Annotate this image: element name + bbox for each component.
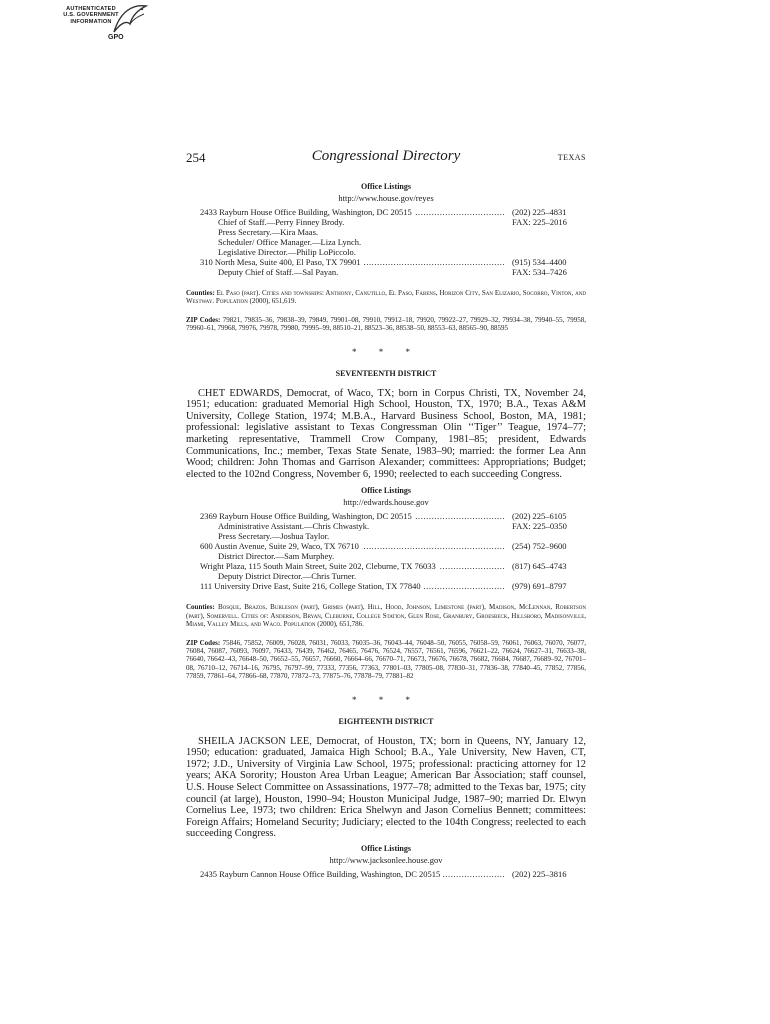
page-header bbox=[186, 150, 586, 170]
office-address bbox=[200, 869, 504, 879]
seal-line-3: INFORMATION bbox=[70, 18, 112, 25]
phone-number: (817) 645–4743 bbox=[512, 561, 567, 572]
row-text: Wright Plaza, 115 South Main Street, Suite 202, Cleburne, TX 76033 bbox=[200, 561, 439, 571]
zip-codes-paragraph bbox=[186, 639, 586, 681]
district-heading: SEVENTEENTH DISTRICT bbox=[335, 368, 437, 378]
office-row bbox=[200, 207, 586, 217]
phone-number bbox=[504, 551, 586, 561]
office-url: http://www.house.gov/reyes bbox=[338, 193, 434, 203]
office-row bbox=[200, 237, 586, 247]
counties-label: Counties: bbox=[186, 289, 215, 297]
office-address bbox=[200, 257, 504, 267]
counties-text: Bosque, Brazos, Burleson (part), Grimes (part), Hill, Hood, Johnson, Limestone (part), Madison, McLennan, Robertson (part), Somervell. Cities of: Anderson, Bryan, Cleburne, College Station, Glen Rose, Granbury, Groesbeck, Hillsboro, Madisonville, Miami, Valley Mills, and Waco. Population (2000), 651,786. bbox=[186, 603, 587, 629]
staff-entry bbox=[200, 521, 504, 531]
phone-number: (915) 534–4400 bbox=[512, 257, 567, 267]
row-text: 310 North Mesa, Suite 400, El Paso, TX 79901 bbox=[200, 257, 364, 267]
seal-line-2: U.S. GOVERNMENT bbox=[63, 12, 119, 19]
office-listings-heading: Office Listings bbox=[361, 843, 411, 853]
office-url: http://www.jacksonlee.house.gov bbox=[329, 854, 443, 865]
office-address bbox=[200, 511, 504, 521]
office-row bbox=[200, 581, 586, 591]
row-text: Press Secretary.—Kira Maas. bbox=[218, 227, 321, 237]
phone-number: (254) 752–9600 bbox=[512, 541, 567, 552]
office-row bbox=[200, 561, 586, 571]
phone-number: (202) 225–6105 bbox=[512, 511, 567, 522]
office-row bbox=[200, 571, 586, 581]
office-row bbox=[200, 257, 586, 267]
office-url: http://edwards.house.gov bbox=[343, 497, 429, 508]
staff-entry bbox=[200, 237, 504, 247]
directory-page bbox=[186, 150, 586, 879]
office-row bbox=[200, 227, 586, 237]
section-divider: * * * bbox=[352, 346, 420, 357]
page-state: TEXAS bbox=[557, 153, 586, 162]
phone-number: FAX: 225–2016 bbox=[512, 217, 567, 227]
section-divider: * * * bbox=[352, 694, 420, 705]
phone-number bbox=[504, 531, 586, 541]
phone-number: FAX: 534–7426 bbox=[512, 267, 567, 277]
eagle-icon bbox=[110, 2, 150, 36]
phone-number bbox=[504, 247, 586, 257]
office-listings-heading: Office Listings bbox=[361, 486, 411, 496]
office-address bbox=[200, 541, 504, 551]
office-listing bbox=[200, 869, 586, 879]
seal-line-1: AUTHENTICATED bbox=[66, 6, 116, 12]
phone-number: (202) 225–4831 bbox=[512, 207, 567, 217]
office-listing bbox=[200, 511, 586, 591]
row-text: Press Secretary.—Joshua Taylor. bbox=[218, 531, 332, 541]
staff-entry bbox=[200, 267, 504, 277]
staff-entry bbox=[200, 227, 504, 237]
row-text: 600 Austin Avenue, Suite 29, Waco, TX 76710 bbox=[200, 541, 362, 551]
row-text: Deputy District Director.—Chris Turner. bbox=[218, 571, 359, 581]
phone-number bbox=[504, 227, 586, 237]
zip-text: 75846, 75852, 76009, 76028, 76031, 76033, 76035–36, 76043–44, 76048–50, 76055, 76058–59, 76061, 76063, 76070, 76077, 76084, 76087, 76093, 76097, 76433, 76439, 76462, 76465, 76476, 76524, 76557, 76561, 76596, 76621–22, 76624, 76627–31, 76633–38, 76640, 76642–43, 76648–50, 76652–55, 76657, 76660, 76664–66, 76670–71, 76673, 76676, 76678, 76682, 76684, 76687, 76689–92, 76701–08, 76710–12, 76714–16, 76795, 76797–99, 77333, 77356, 77363, 77801–03, 77805–08, 77830–31, 77836–38, 77840–45, 77852, 77856, 77859, 77861–64, 77866–68, 77870, 77872–73, 77875–76, 77878–79, 77881–82 bbox=[186, 638, 587, 681]
phone-number bbox=[504, 571, 586, 581]
row-text: District Director.—Sam Murphey. bbox=[218, 551, 337, 561]
office-row bbox=[200, 521, 586, 531]
phone-number: (202) 225–3816 bbox=[512, 868, 567, 879]
row-text: Administrative Assistant.—Chris Chwastyk. bbox=[218, 521, 372, 531]
phone-number: (979) 691–8797 bbox=[512, 581, 567, 592]
office-row bbox=[200, 541, 586, 551]
office-address bbox=[200, 561, 504, 571]
page-title: Congressional Directory bbox=[311, 148, 461, 164]
phone-number bbox=[504, 237, 586, 247]
phone-number: FAX: 225–0350 bbox=[512, 521, 567, 532]
row-text: 2433 Rayburn House Office Building, Washington, DC 20515 bbox=[200, 207, 415, 217]
row-text: 2435 Rayburn Cannon House Office Building, Washington, DC 20515 bbox=[200, 869, 443, 879]
row-text: 2369 Rayburn House Office Building, Washington, DC 20515 bbox=[200, 511, 415, 521]
gpo-authentication-seal bbox=[58, 6, 150, 46]
gpo-label: GPO bbox=[108, 34, 124, 41]
office-listing bbox=[200, 207, 586, 277]
row-text: Deputy Chief of Staff.—Sal Payan. bbox=[218, 267, 341, 277]
zip-text: 79821, 79835–36, 79838–39, 79849, 79901–08, 79910, 79912–18, 79920, 79922–27, 79929–32, 79934–38, 79940–55, 79958, 79960–61, 79968, 79976, 79978, 79980, 79995–99, 88510–21, 88523–36, 88538–50, 88553–63, 88565–90, 88595 bbox=[186, 315, 586, 333]
row-text: 111 University Drive East, Suite 216, College Station, TX 77840 bbox=[200, 581, 424, 591]
row-text: Scheduler/ Office Manager.—Liza Lynch. bbox=[218, 237, 364, 247]
row-text: Legislative Director.—Philip LoPiccolo. bbox=[218, 247, 359, 257]
zip-codes-paragraph bbox=[186, 316, 586, 333]
counties-label: Counties: bbox=[186, 603, 215, 612]
staff-entry bbox=[200, 531, 504, 541]
counties-paragraph bbox=[186, 289, 586, 306]
office-address bbox=[200, 581, 504, 591]
staff-entry bbox=[200, 217, 504, 227]
office-row bbox=[200, 217, 586, 227]
page-number: 254 bbox=[186, 150, 206, 165]
counties-text: El Paso (part). Cities and townships: Anthony, Canutillo, El Paso, Fabens, Horizon City, San Elizario, Socorro, Vinton, and Westway. Population (2000), 651,619. bbox=[186, 289, 587, 306]
zip-label: ZIP Codes: bbox=[186, 315, 221, 324]
staff-entry bbox=[200, 571, 504, 581]
office-row bbox=[200, 511, 586, 521]
staff-entry bbox=[200, 551, 504, 561]
office-row bbox=[200, 247, 586, 257]
office-row bbox=[200, 531, 586, 541]
staff-entry bbox=[200, 247, 504, 257]
office-row bbox=[200, 267, 586, 277]
office-row bbox=[200, 869, 586, 879]
member-biography: CHET EDWARDS, Democrat, of Waco, TX; born in Corpus Christi, TX, November 24, 1951; education: graduated Memorial High School, Houston, TX, 1970; B.A., Texas A&M University, College Station, 1974; M.B.A., Harvard Business School, Boston, MA, 1981; professional: legislative assistant to Texas Congressman Olin ‘‘Tiger’’ Teague, 1974–77; marketing representative, Trammell Crow Company, 1981–85; president, Edwards Communications, Inc.; member, Texas State Senate, 1983–90; married: the former Lea Ann Wood; children: John Thomas and Garrison Alexander; committees: Appropriations; Budget; elected to the 102nd Congress, November 6, 1990; reelected to each succeeding Congress. bbox=[186, 387, 586, 480]
zip-label: ZIP Codes: bbox=[186, 638, 221, 647]
member-biography: SHEILA JACKSON LEE, Democrat, of Houston, TX; born in Queens, NY, January 12, 1950; education: graduated, Jamaica High School; B.A., Yale University, New Haven, CT, 1972; J.D., University of Virginia Law School, 1975; professional: practicing attorney for 12 years; AKA Sorority; Houston Area Urban League; American Bar Association; staff counsel, U.S. House Select Committee on Assassinations, 1977–78; admitted to the Texas bar, 1975; city council (at large), Houston, 1990–94; Houston Municipal Judge, 1987–90; married Dr. Elwyn Cornelius Lee, 1973; two children: Erica Shelwyn and Jason Cornelius Bennett; committees: Foreign Affairs; Homeland Security; Judiciary; elected to the 104th Congress; reelected to each succeeding Congress. bbox=[186, 735, 586, 840]
district-heading: EIGHTEENTH DISTRICT bbox=[338, 716, 434, 726]
row-text: Chief of Staff.—Perry Finney Brody. bbox=[218, 217, 347, 227]
counties-paragraph bbox=[186, 603, 586, 628]
office-listings-heading: Office Listings bbox=[361, 182, 411, 191]
office-row bbox=[200, 551, 586, 561]
office-address bbox=[200, 207, 504, 217]
